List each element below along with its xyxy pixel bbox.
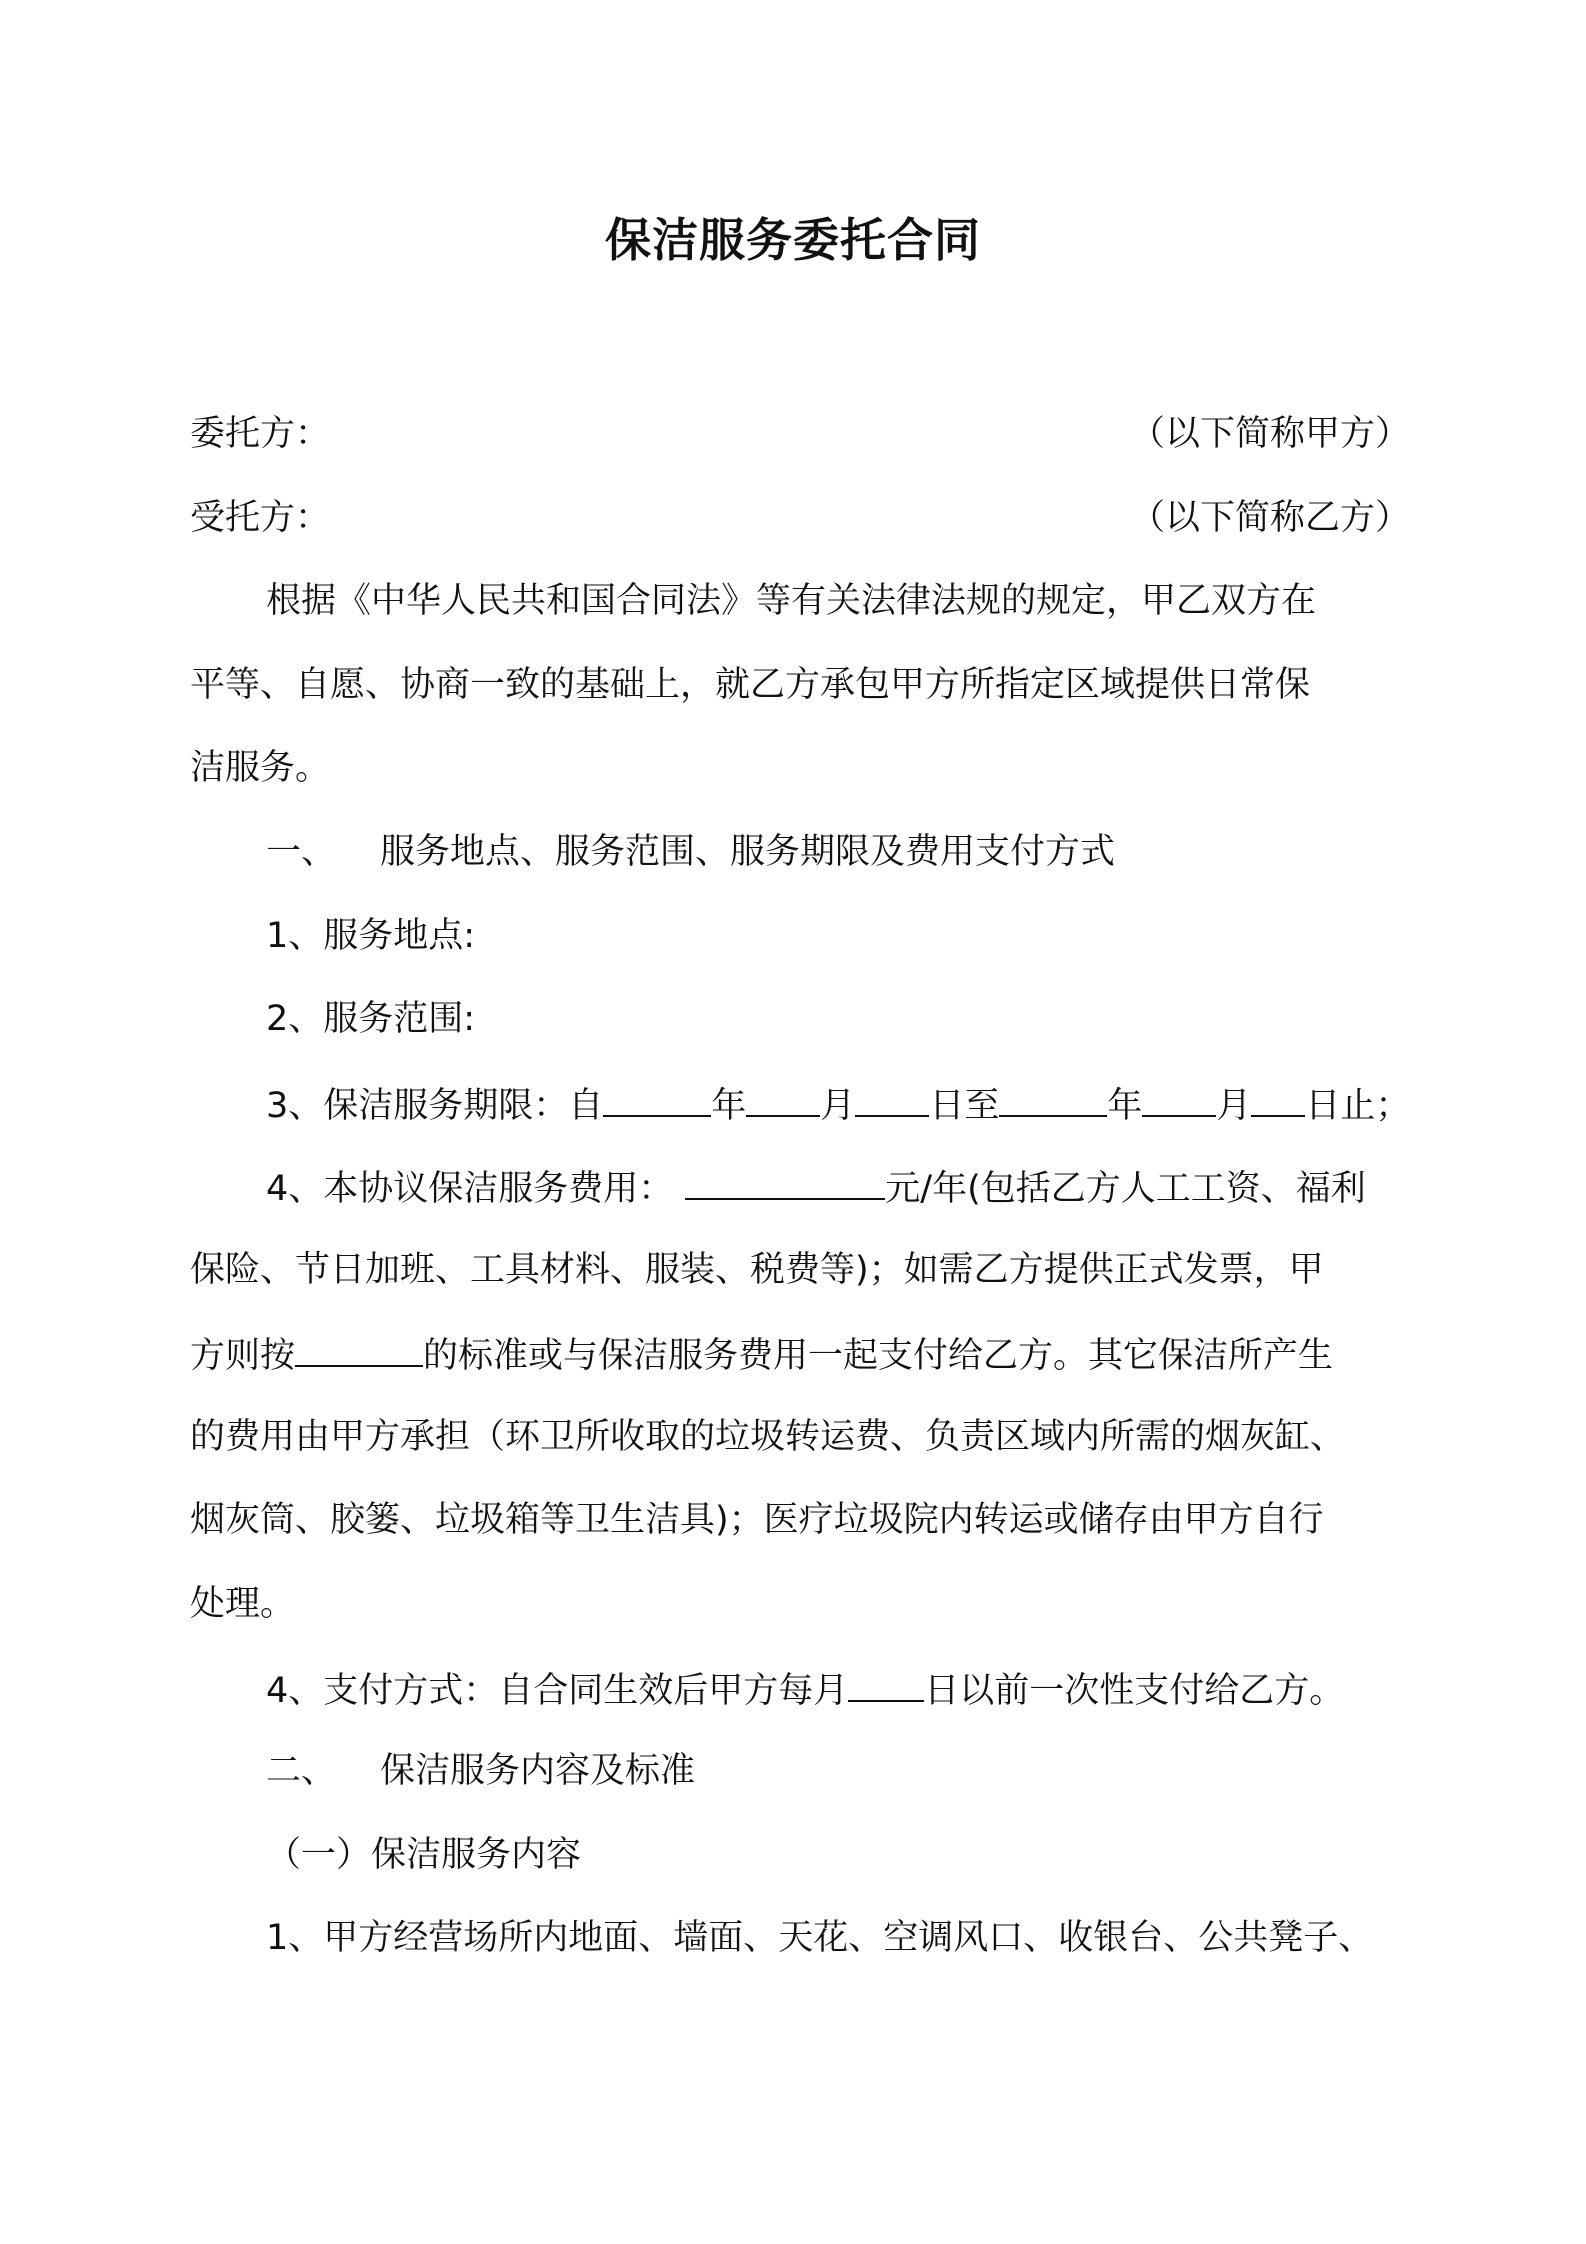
period-month-2: 月 <box>1216 1086 1252 1126</box>
blank-start-month <box>746 1075 820 1117</box>
fee-suffix: 元/年(包括乙方人工工资、福利 <box>885 1169 1366 1209</box>
period-year-1: 年 <box>711 1086 747 1126</box>
blank-start-year <box>603 1075 711 1117</box>
document-title: 保洁服务委托合同 <box>605 213 981 267</box>
section-1-heading <box>266 824 1410 880</box>
party-b-note: （以下简称乙方） <box>1129 498 1410 538</box>
payment-suffix: 日以前一次性支付给乙方。 <box>924 1671 1345 1711</box>
item-service-scope: 2、服务范围: <box>266 999 476 1039</box>
period-month-1: 月 <box>820 1086 856 1126</box>
section-1-number: 一、 <box>266 832 337 872</box>
subsection-1-heading: （一）保洁服务内容 <box>266 1835 582 1875</box>
section-2-title: 保洁服务内容及标准 <box>380 1751 696 1791</box>
fee-line-2: 保险、节日加班、工具材料、服装、税费等)；如需乙方提供正式发票，甲 <box>190 1250 1324 1290</box>
period-day-end: 日止； <box>1305 1086 1411 1126</box>
fee-line-6: 处理。 <box>190 1584 296 1624</box>
blank-invoice-standard <box>295 1325 423 1367</box>
blank-payment-day <box>848 1660 924 1702</box>
content-item-1: 1、甲方经营场所内地面、墙面、天花、空调风口、收银台、公共凳子、 <box>266 1918 1374 1958</box>
section-2-number: 二、 <box>266 1751 337 1791</box>
blank-end-month <box>1142 1075 1216 1117</box>
blank-end-year <box>999 1075 1107 1117</box>
item-service-fee <box>266 1158 1410 1217</box>
preamble-line-3: 洁服务。 <box>190 748 331 788</box>
fee-line-5: 烟灰筒、胶篓、垃圾箱等卫生洁具)；医疗垃圾院内转运或储存由甲方自行 <box>190 1500 1324 1540</box>
blank-start-day <box>855 1075 929 1117</box>
party-a-note: （以下简称甲方） <box>1129 414 1410 454</box>
preamble-line-1: 根据《中华人民共和国合同法》等有关法律法规的规定，甲乙双方在 <box>266 581 1317 621</box>
section-2-heading <box>266 1743 1410 1799</box>
fee-line-3-end: 的标准或与保洁服务费用一起支付给乙方。其它保洁所产生 <box>423 1336 1334 1376</box>
period-prefix: 3、保洁服务期限：自 <box>266 1086 604 1126</box>
period-day-to: 日至 <box>929 1086 1000 1126</box>
party-a-line <box>190 406 1410 462</box>
item-service-location: 1、服务地点: <box>266 916 476 956</box>
fee-line-4: 的费用由甲方承担（环卫所收取的垃圾转运费、负责区域内所需的烟灰缸、 <box>190 1417 1346 1457</box>
section-1-title: 服务地点、服务范围、服务期限及费用支付方式 <box>380 832 1116 872</box>
item-service-period <box>266 1075 1410 1134</box>
item-payment-method <box>266 1660 1410 1719</box>
fee-prefix: 4、本协议保洁服务费用： <box>266 1169 674 1209</box>
blank-fee-amount <box>685 1158 885 1200</box>
party-b-label: 受托方： <box>190 498 331 538</box>
party-b-line <box>190 490 1410 546</box>
period-year-2: 年 <box>1107 1086 1143 1126</box>
party-a-label: 委托方： <box>190 414 331 454</box>
fee-line-3 <box>190 1325 1410 1384</box>
fee-line-3-start: 方则按 <box>190 1336 296 1376</box>
blank-end-day <box>1251 1075 1305 1117</box>
payment-prefix: 4、支付方式：自合同生效后甲方每月 <box>266 1671 849 1711</box>
preamble-line-2: 平等、自愿、协商一致的基础上，就乙方承包甲方所指定区域提供日常保 <box>190 665 1311 705</box>
